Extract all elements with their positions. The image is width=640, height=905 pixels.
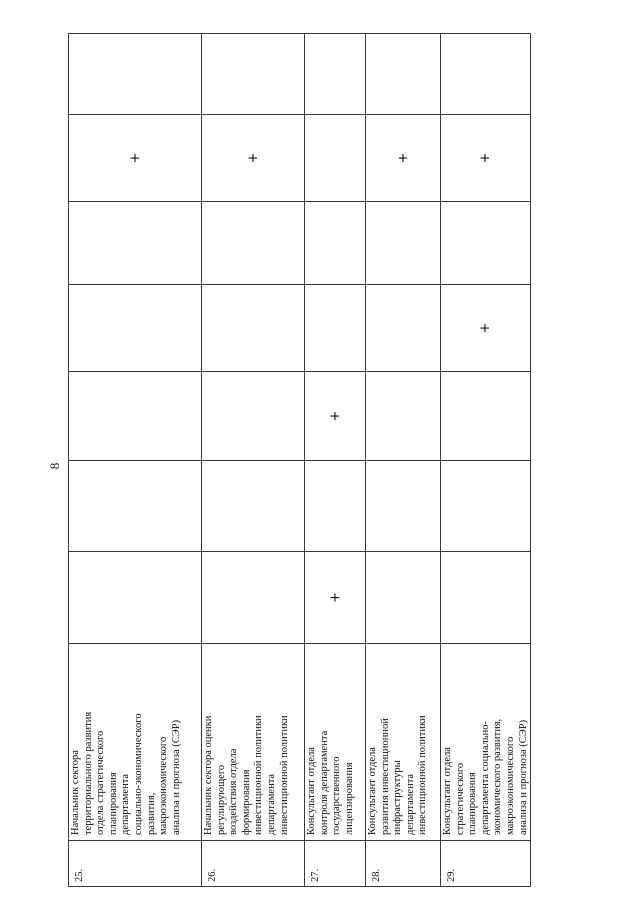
mark-cell xyxy=(305,115,366,202)
mark-cell xyxy=(441,202,531,285)
mark-cell xyxy=(69,202,202,285)
row-number: 25. xyxy=(69,841,202,887)
mark-cell xyxy=(366,461,441,552)
mark-cell xyxy=(305,202,366,285)
mark-cell: + xyxy=(69,115,202,202)
row-number: 26. xyxy=(202,841,305,887)
mark-cell xyxy=(441,461,531,552)
position-title: Консультант отдела стратегического планирования департамента социально- экономического развития, макроэкономического анализа и прогноза (СЭР) xyxy=(441,644,531,841)
row-number: 28. xyxy=(366,841,441,887)
table-row xyxy=(202,34,305,887)
page-number: 8 xyxy=(47,462,62,470)
mark-cell xyxy=(366,202,441,285)
mark-cell xyxy=(305,461,366,552)
mark-cell xyxy=(202,372,305,461)
mark-cell xyxy=(69,285,202,372)
row-number: 29. xyxy=(441,841,531,887)
mark-cell xyxy=(366,372,441,461)
mark-cell xyxy=(305,34,366,115)
position-title: Консультант отдела развития инвестиционной инфраструктуры департамента инвестиционной политики xyxy=(366,644,441,841)
mark-cell xyxy=(69,461,202,552)
position-title: Начальник сектора оценки регулирующего воздействия отдела формирования инвестиционной политики департамента инвестиционной политики xyxy=(202,644,305,841)
mark-cell xyxy=(441,552,531,644)
mark-cell: + xyxy=(305,372,366,461)
mark-cell xyxy=(69,34,202,115)
row-number: 27. xyxy=(305,841,366,887)
mark-cell xyxy=(202,552,305,644)
table-row xyxy=(305,34,366,887)
mark-cell xyxy=(441,34,531,115)
mark-cell xyxy=(69,552,202,644)
mark-cell xyxy=(366,285,441,372)
table-row xyxy=(69,34,202,887)
mark-cell xyxy=(305,285,366,372)
mark-cell: + xyxy=(441,285,531,372)
mark-cell xyxy=(202,285,305,372)
mark-cell: + xyxy=(441,115,531,202)
mark-cell: + xyxy=(202,115,305,202)
mark-cell xyxy=(366,552,441,644)
table-row xyxy=(366,34,441,887)
positions-table xyxy=(68,33,531,887)
mark-cell xyxy=(202,461,305,552)
position-title: Начальник сектора территориального развития отдела стратегического планирования департамента социально-экономического развития, макроэкономического анализа и прогноза (СЭР) xyxy=(69,644,202,841)
rotated-table-container xyxy=(68,34,530,887)
mark-cell: + xyxy=(366,115,441,202)
mark-cell xyxy=(441,372,531,461)
table-row xyxy=(441,34,531,887)
mark-cell xyxy=(366,34,441,115)
mark-cell: + xyxy=(305,552,366,644)
mark-cell xyxy=(202,202,305,285)
mark-cell xyxy=(202,34,305,115)
position-title: Консультант отдела контроля департамента государственного лицензирования xyxy=(305,644,366,841)
mark-cell xyxy=(69,372,202,461)
